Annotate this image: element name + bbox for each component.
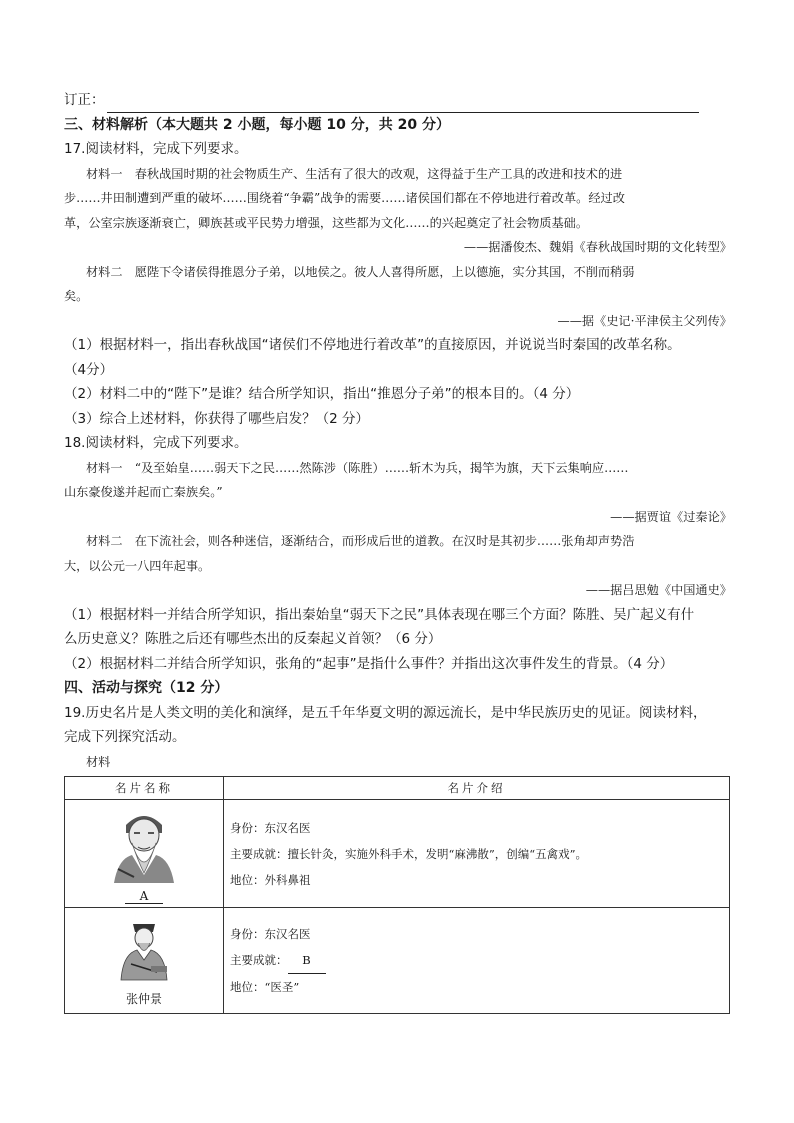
q17-m2-line: 矣。 <box>64 289 89 303</box>
q17-question: （1）根据材料一，指出春秋战国“诸侯们不停地进行着改革”的直接原因，并说说当时秦国的改革名称。 <box>64 337 681 353</box>
q17-m1-line: 革，公室宗族逐渐衰亡，卿族甚或平民势力增强，这些都为文化……的兴起奠定了社会物质基础。 <box>64 215 589 230</box>
table-header-row <box>65 777 730 800</box>
material-label: 材料 <box>86 754 111 769</box>
q17-m1-line: 步……井田制遭到严重的破坏……围绕着“争霸”战争的需要……诸侯国们都在不停地进行着改革。经过改 <box>64 191 625 205</box>
card-name-cell <box>65 800 224 908</box>
q18-m2-source: ——据吕思勉《中国通史》 <box>585 583 732 597</box>
q18-question: 么历史意义？陈胜之后还有哪些杰出的反秦起义首领？（6 分） <box>64 631 442 647</box>
q18-m2-line: 材料二 在下流社会，则各种迷信，逐渐结合，而形成后世的道教。在汉时是其初步……张角却声势浩 <box>86 534 635 548</box>
q18-intro: 18.阅读材料，完成下列要求。 <box>64 435 248 451</box>
q19-line: 完成下列探究活动。 <box>64 729 186 745</box>
q18-question: （2）根据材料二并结合所学知识，张角的“起事”是指什么事件？并指出这次事件发生的背景。（4 分） <box>64 655 674 672</box>
q17-intro: 17.阅读材料，完成下列要求。 <box>64 141 248 157</box>
card-status: 地位：外科鼻祖 <box>230 872 311 887</box>
correction-blank[interactable] <box>107 96 699 113</box>
table-row <box>65 908 730 1014</box>
card-achievement: 主要成就：擅长针灸，实施外科手术，发明“麻沸散”，创编“五禽戏”。 <box>230 846 588 861</box>
q18-m2-line: 大，以公元一八四年起事。 <box>64 558 211 573</box>
card-identity: 身份：东汉名医 <box>230 927 311 941</box>
card-achievement <box>230 947 729 974</box>
card-status: 地位：“医圣” <box>230 980 300 994</box>
correction-line <box>64 88 732 113</box>
hua-tuo-portrait <box>104 803 184 883</box>
zhang-zhongjing-portrait <box>111 914 177 984</box>
q18-m1-line: 山东豪俊遂并起而亡秦族矣。” <box>64 485 223 499</box>
correction-label: 订正： <box>64 92 105 108</box>
header-card-name: 名片名称 <box>65 777 224 800</box>
section4-heading: 四、活动与探究（12 分） <box>64 680 229 696</box>
card-name: 张仲景 <box>125 992 162 1006</box>
q19-line: 19.历史名片是人类文明的美化和演绎，是五千年华夏文明的源远流长，是中华民族历史的见证。阅读材料， <box>64 704 707 721</box>
q17-m2-line: 材料二 愿陛下令诸侯得推恩分子弟，以地侯之。彼人人喜得所愿，上以德施，实分其国，不削而稍弱 <box>86 264 635 279</box>
card-identity: 身份：东汉名医 <box>230 820 311 835</box>
q17-question: （2）材料二中的“陛下”是谁？结合所学知识，指出“推恩分子弟”的根本目的。（4 分） <box>64 386 580 402</box>
q17-question: （3）综合上述材料，你获得了哪些启发？（2 分） <box>64 410 369 427</box>
q18-question: （1）根据材料一并结合所学知识，指出秦始皇“弱天下之民”具体表现在哪三个方面？陈胜、吴广起义有什 <box>64 606 695 623</box>
q17-m1-source: ——据潘俊杰、魏娟《春秋战国时期的文化转型》 <box>463 240 732 254</box>
q18-m1-source: ——据贾谊《过秦论》 <box>610 509 732 524</box>
header-card-intro: 名片介绍 <box>224 777 730 800</box>
card-intro-cell <box>224 908 730 1014</box>
section3-heading: 三、材料解析（本大题共 2 小题，每小题 10 分，共 20 分） <box>64 116 450 133</box>
card-name-cell <box>65 908 224 1014</box>
card-achievement-label: 主要成就： <box>230 953 288 967</box>
exam-page <box>64 88 732 1014</box>
q17-m1-line: 材料一 春秋战国时期的社会物质生产、生活有了很大的改观，这得益于生产工具的改进和技术的进 <box>86 166 623 181</box>
card-achievement-blank-b[interactable]: B <box>288 947 326 974</box>
q17-question: （4分） <box>64 361 114 378</box>
history-card-table <box>64 776 730 1014</box>
card-name-blank-a[interactable]: A <box>125 889 163 904</box>
card-intro-cell <box>224 800 730 908</box>
table-row <box>65 800 730 908</box>
q17-m2-source: ——据《史记·平津侯主父列传》 <box>557 313 732 328</box>
q18-m1-line: 材料一 “及至始皇……弱天下之民……然陈涉（陈胜）……斩木为兵，揭竿为旗，天下云集响应…… <box>86 460 629 475</box>
